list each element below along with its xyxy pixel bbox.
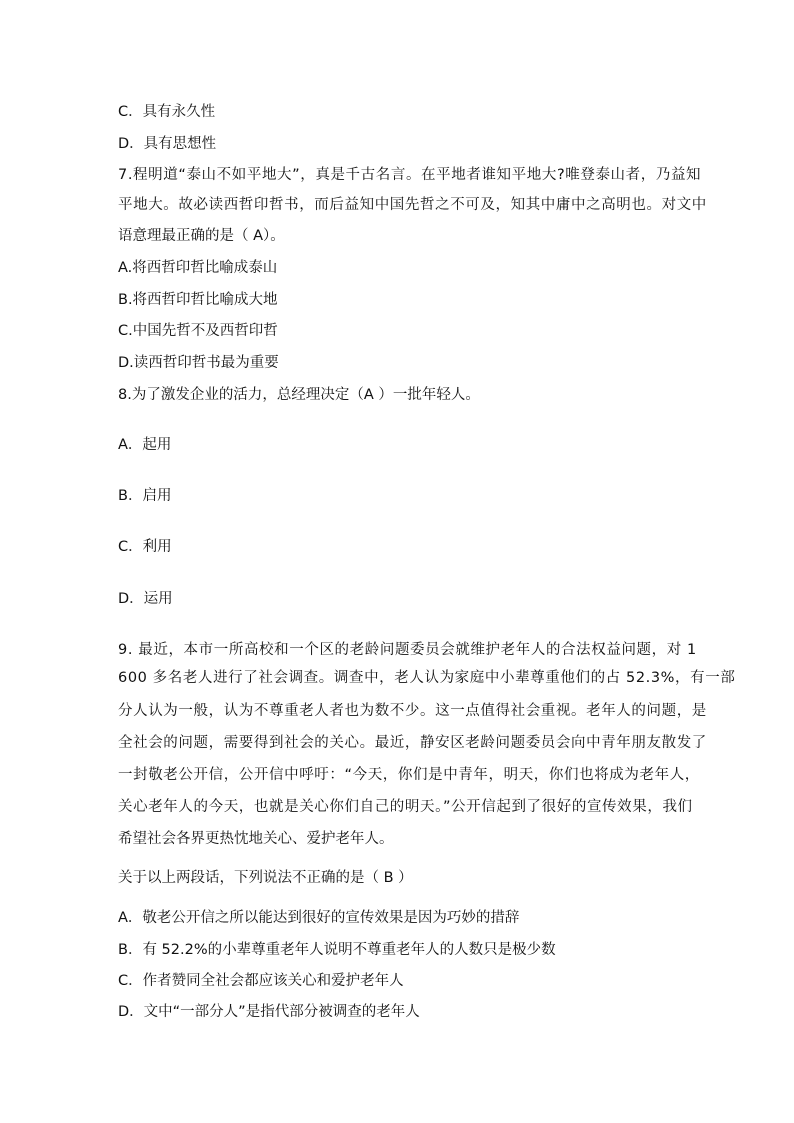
q9-option-c: C．作者赞同全社会都应该关心和爱护老年人 — [118, 973, 404, 989]
q9-question: 关于以上两段话，下列说法不正确的是（ B ） — [118, 870, 413, 886]
q7-stem-line-3: 语意理最正确的是（ A）。 — [118, 228, 285, 244]
q8-stem: 8.为了激发企业的活力，总经理决定（A ）一批年轻人。 — [118, 387, 480, 403]
q9-passage-line-4: 全社会的问题，需要得到社会的关心。最近，静安区老龄问题委员会向中青年朋友散发了 — [118, 735, 707, 751]
q7-stem-line-1: 7.程明道“泰山不如平地大”，真是千古名言。在平地者谁知平地大?唯登泰山者，乃益知 — [118, 167, 702, 183]
q8-option-d: D．运用 — [118, 591, 173, 607]
q6-option-c: C．具有永久性 — [118, 104, 216, 120]
q8-option-c: C．利用 — [118, 539, 172, 555]
q9-passage-line-3: 分人认为一般，认为不尊重老人者也为数不少。这一点值得社会重视。老年人的问题，是 — [118, 703, 707, 719]
q8-option-b: B．启用 — [118, 488, 172, 504]
q6-option-d: D．具有思想性 — [118, 136, 217, 152]
q9-passage-line-6: 关心老年人的今天，也就是关心你们自己的明天。”公开信起到了很好的宣传效果，我们 — [118, 799, 693, 815]
q9-passage-line-5: 一封敬老公开信，公开信中呼吁：“今天，你们是中青年，明天，你们也将成为老年人， — [118, 767, 700, 783]
q9-passage-line-2: 600 多名老人进行了社会调查。调查中，老人认为家庭中小辈尊重他们的占 52.3%，有一部 — [118, 670, 736, 686]
q7-option-a: A.将西哲印哲比喻成泰山 — [118, 260, 278, 276]
q9-option-d: D．文中“一部分人”是指代部分被调查的老年人 — [118, 1004, 420, 1020]
q9-passage-line-7: 希望社会各界更热忱地关心、爱护老年人。 — [118, 831, 394, 847]
q7-option-d: D.读西哲印哲书最为重要 — [118, 355, 279, 371]
q9-option-a: A．敬老公开信之所以能达到很好的宣传效果是因为巧妙的措辞 — [118, 910, 520, 926]
q9-option-b: B．有 52.2%的小辈尊重老年人说明不尊重老年人的人数只是极少数 — [118, 942, 556, 958]
q7-stem-line-2: 平地大。故必读西哲印哲书，而后益知中国先哲之不可及，知其中庸中之高明也。对文中 — [118, 197, 707, 213]
q7-option-c: C.中国先哲不及西哲印哲 — [118, 323, 278, 339]
q9-passage-line-1: 9. 最近，本市一所高校和一个区的老龄问题委员会就维护老年人的合法权益问题，对 1 — [118, 642, 697, 658]
q8-option-a: A．起用 — [118, 437, 172, 453]
q7-option-b: B.将西哲印哲比喻成大地 — [118, 292, 278, 308]
